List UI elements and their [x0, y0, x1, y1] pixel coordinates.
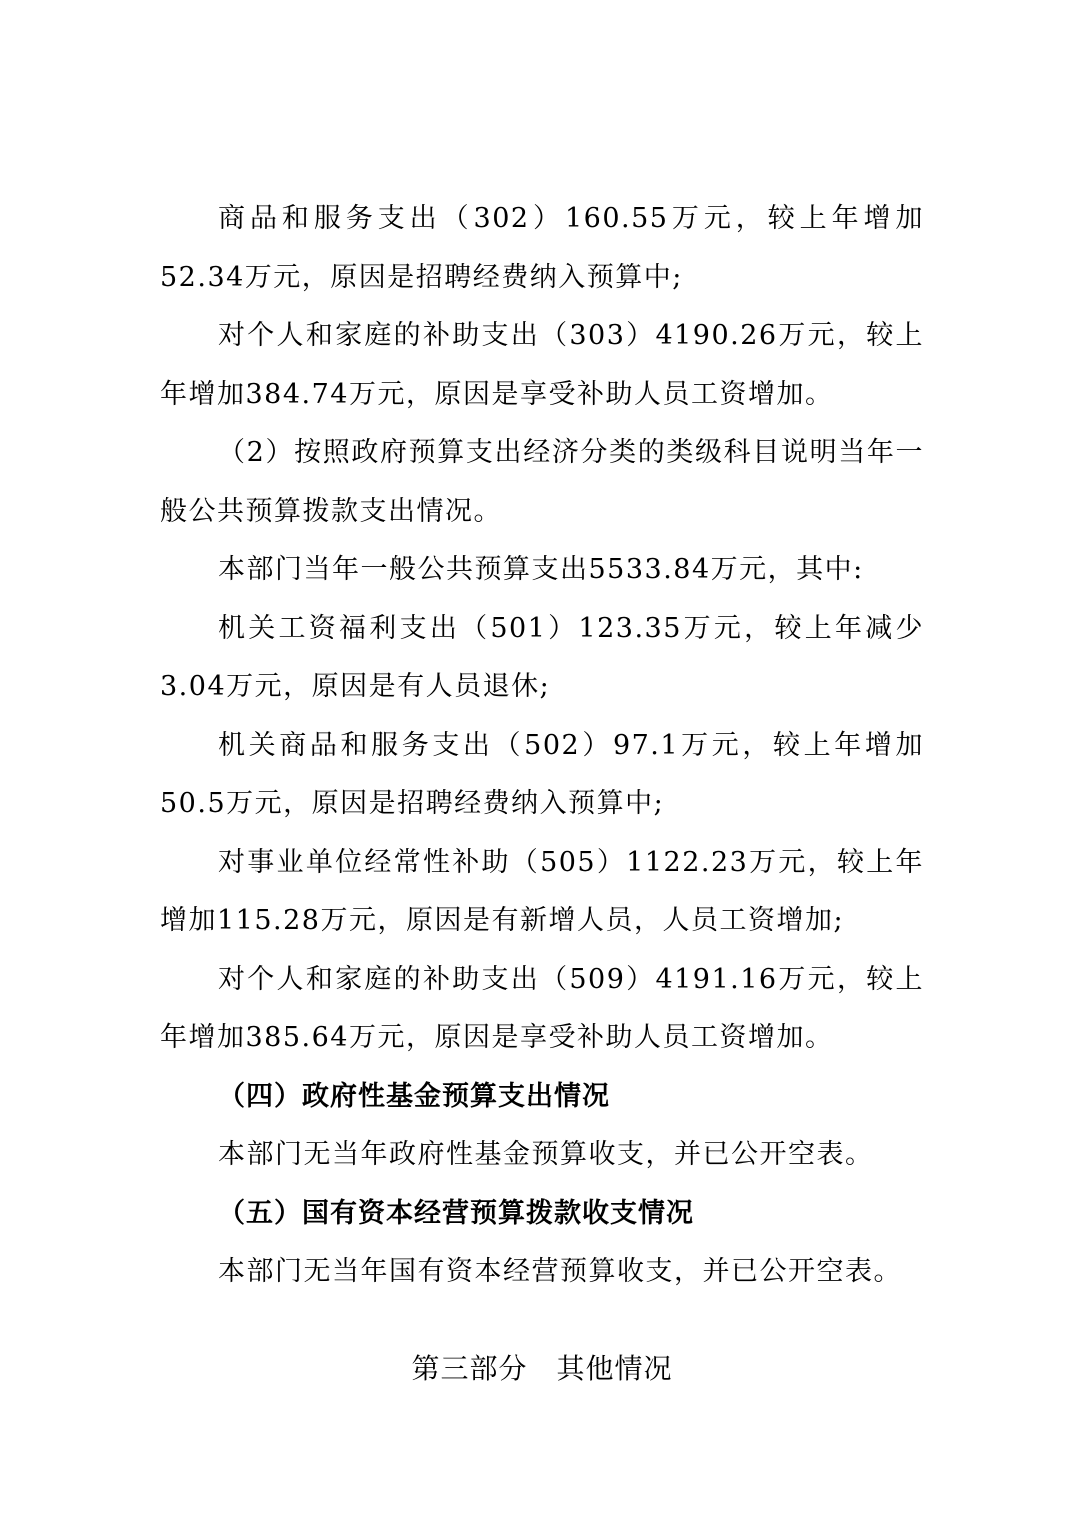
section-5-body: 本部门无当年国有资本经营预算收支，并已公开空表。 [218, 1256, 902, 1287]
section-5-heading: （五）国有资本经营预算拨款收支情况 [218, 1197, 694, 1229]
section-4-body: 本部门无当年政府性基金预算收支，并已公开空表。 [218, 1139, 874, 1170]
part-3-title: 第三部分 其他情况 [411, 1351, 673, 1385]
section-4-heading: （四）政府性基金预算支出情况 [218, 1080, 610, 1112]
paragraph-agency-goods-services-502: 机关商品和服务支出（502）97.1万元，较上年增加50.5万元，原因是招聘经费纳入预算中; [160, 729, 924, 819]
paragraph-agency-wages-501: 机关工资福利支出（501）123.35万元，较上年减少3.04万元，原因是有人员退休; [160, 612, 924, 702]
paragraph-goods-services-302: 商品和服务支出（302）160.55万元，较上年增加52.34万元，原因是招聘经费纳入预算中; [160, 203, 924, 293]
paragraph-personal-family-subsidy-509: 对个人和家庭的补助支出（509）4191.16万元，较上年增加385.64万元，原因是享受补助人员工资增加。 [160, 963, 924, 1053]
paragraph-institution-subsidy-505: 对事业单位经常性补助（505）1122.23万元，较上年增加115.28万元，原因是有新增人员，人员工资增加; [160, 846, 924, 936]
paragraph-general-budget-total: 本部门当年一般公共预算支出5533.84万元，其中: [218, 554, 864, 585]
paragraph-subsection-2-title: （2）按照政府预算支出经济分类的类级科目说明当年一般公共预算拨款支出情况。 [160, 437, 924, 527]
document-body [160, 190, 924, 1398]
paragraph-personal-family-subsidy-303: 对个人和家庭的补助支出（303）4190.26万元，较上年增加384.74万元，原因是享受补助人员工资增加。 [160, 320, 924, 410]
